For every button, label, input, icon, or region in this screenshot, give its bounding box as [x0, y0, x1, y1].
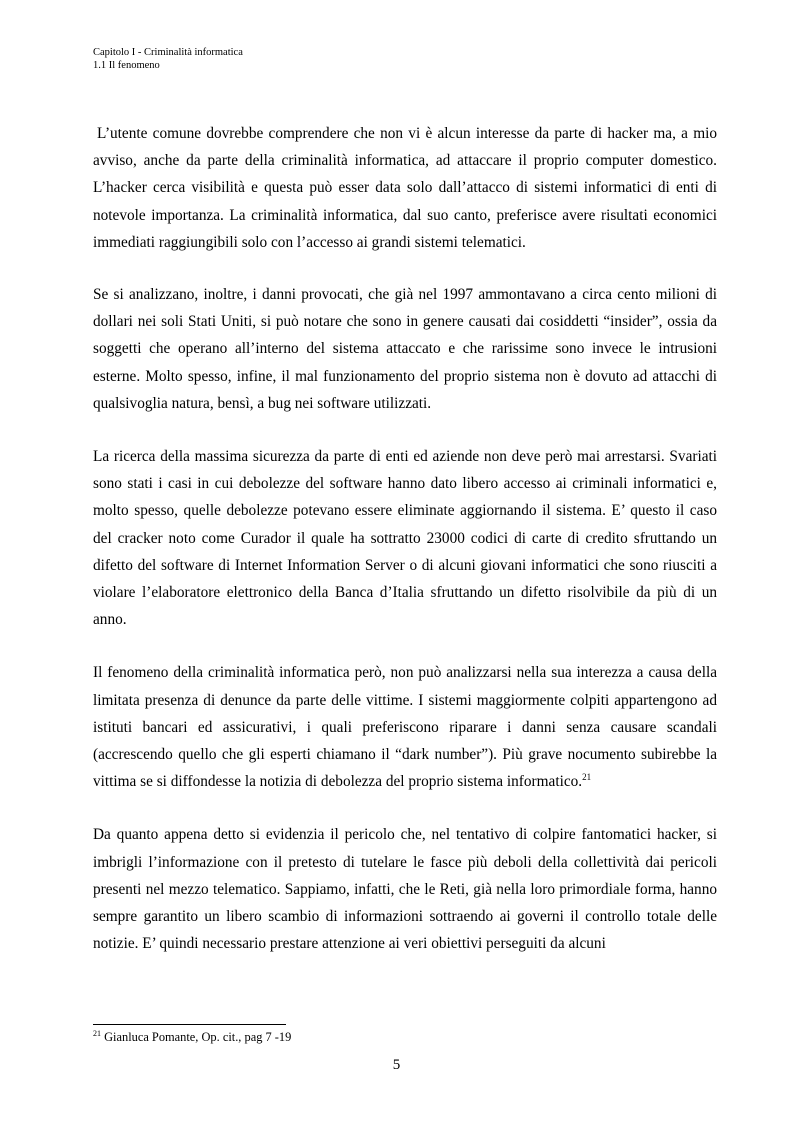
running-header — [93, 46, 243, 72]
paragraph-2: Se si analizzano, inoltre, i danni provocati, che già nel 1997 ammontavano a circa cento milioni di dollari nei soli Stati Uniti, si può notare che sono in genere causati dai cosiddetti “insider”, ossia da soggetti che operano all’interno del sistema attaccato e che rarissime sono invece le intrusioni esterne. Molto spesso, infine, il mal funzionamento del proprio sistema non è dovuto ad attacchi di qualsivoglia natura, bensì, a bug nei software utilizzati. — [93, 286, 717, 412]
paragraph-1 — [93, 120, 717, 256]
footnote-reference[interactable]: 21 — [582, 772, 592, 783]
footnote-number: 21 — [93, 1028, 101, 1038]
footnote-text: Gianluca Pomante, Op. cit., pag 7 -19 — [104, 1030, 292, 1044]
paragraph-3: La ricerca della massima sicurezza da parte di enti ed aziende non deve però mai arrestarsi. Svariati sono stati i casi in cui debolezze del software hanno dato libero accesso ai criminali informatici e, molto spesso, quelle debolezze potevano essere eliminate aggiornando il sistema. E’ questo il caso del cracker noto come Curador il quale ha sottratto 23000 codici di carte di credito sfruttando un difetto del software di Internet Information Server o di alcuni giovani informatici che sono riusciti a violare l’elaboratore elettronico della Banca d’Italia sfruttando un difetto risolvibile da più di un anno. — [93, 448, 717, 629]
footnote — [93, 1030, 291, 1045]
page-number: 5 — [392, 1057, 401, 1073]
paragraph-5: Da quanto appena detto si evidenzia il pericolo che, nel tentativo di colpire fantomatici hacker, si imbrigli l’informazione con il pretesto di tutelare le fasce più deboli della collettività dai pericoli presenti nel mezzo telematico. Sappiamo, infatti, che le Reti, già nella loro primordiale forma, hanno sempre garantito un libero scambio di informazioni sottraendo ai governi il controllo totale delle notizie. E’ quindi necessario prestare attenzione ai veri obiettivi perseguiti da alcuni — [93, 826, 717, 953]
footnote-separator — [93, 1024, 286, 1025]
header-section: 1.1 Il fenomeno — [93, 60, 160, 71]
paragraph-4-text: Il fenomeno della criminalità informatica però, non può analizzarsi nella sua interezza a causa della limitata presenza di denunce da parte delle vittime. I sistemi maggiormente colpiti appartengono ad istituti bancari ed assicurativi, i quali preferiscono riparare i danni senza causare scandali (accrescendo quello che gli esperti chiamano il “dark number”). Più grave nocumento subirebbe la vittima se si diffondesse la notizia di debolezza del proprio sistema informatico. — [93, 664, 717, 791]
paragraph-1-text: L’utente comune dovrebbe comprendere che non vi è alcun interesse da parte di hacker ma, a mio avviso, anche da parte della criminalità informatica, ad attaccare il proprio computer domestico. L’hacker cerca visibilità e questa può esser data solo dall’attacco di sistemi informatici di enti di notevole importanza. La criminalità informatica, dal suo canto, preferisce avere risultati economici immediati raggiungibili solo con l’accesso ai grandi sistemi telematici. — [93, 125, 717, 251]
header-chapter: Capitolo I - Criminalità informatica — [93, 47, 243, 58]
paragraph-4 — [93, 659, 717, 795]
body-text — [93, 120, 717, 983]
